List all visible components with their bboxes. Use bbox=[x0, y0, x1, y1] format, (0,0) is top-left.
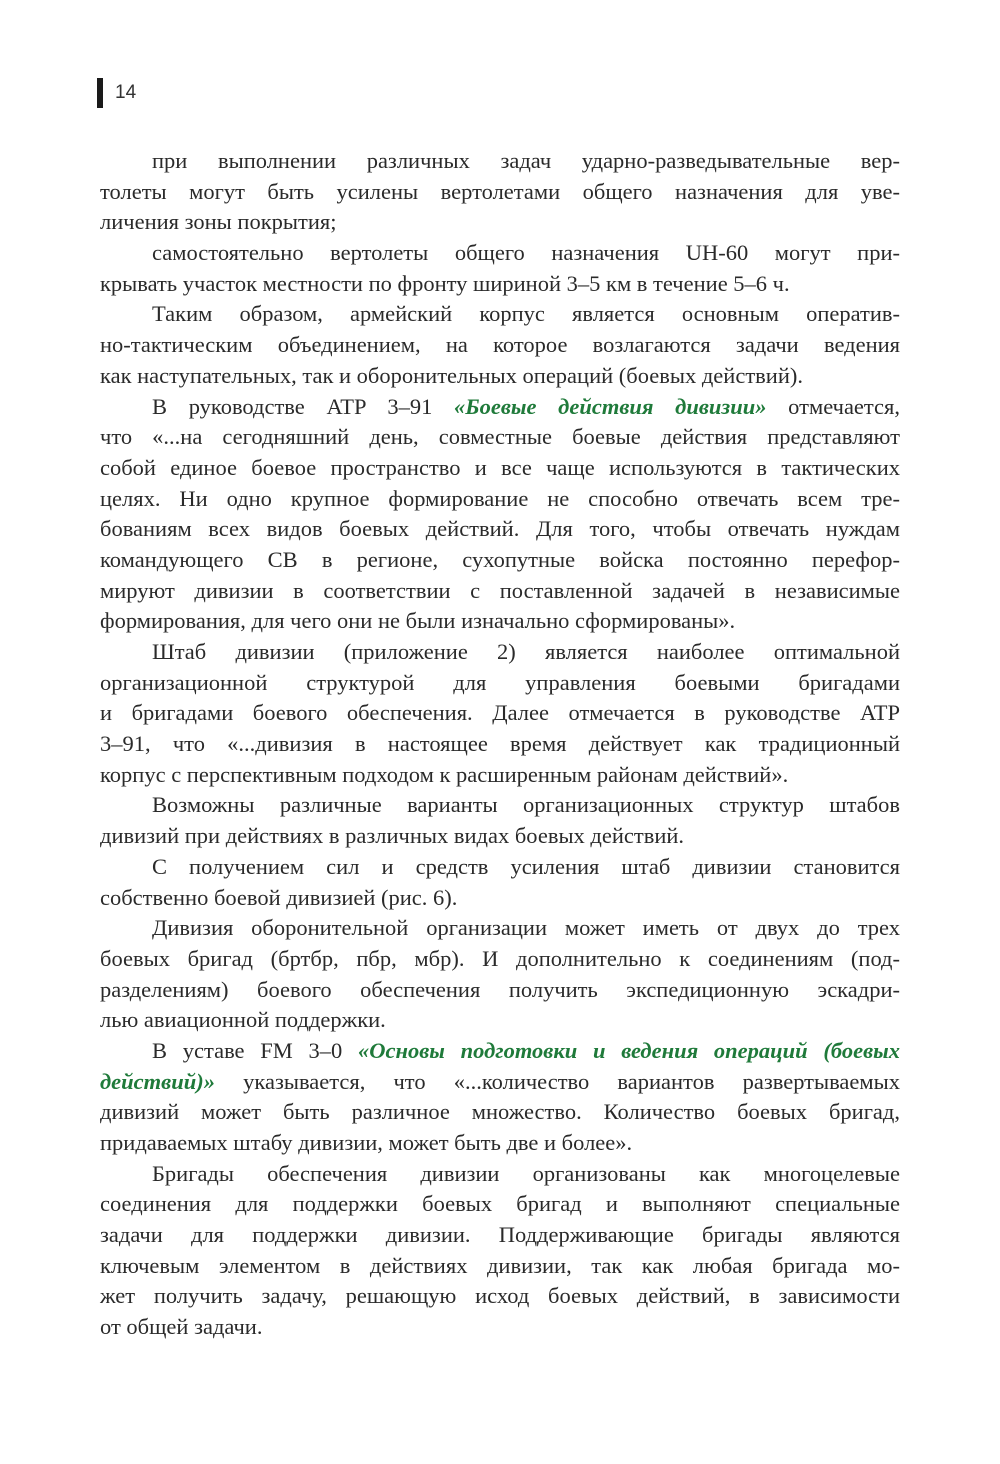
text-segment: дивизий может быть различное множество. Количество боевых бригад, bbox=[100, 1099, 900, 1125]
text-segment: С получением сил и средств усиления штаб дивизии становится bbox=[152, 853, 900, 879]
text-line bbox=[100, 698, 900, 729]
text-line-content bbox=[100, 1067, 900, 1098]
text-line-content bbox=[100, 760, 900, 791]
text-segment: бованиям всех видов боевых действий. Для того, чтобы отвечать нуждам bbox=[100, 516, 900, 542]
text-line-content bbox=[100, 821, 900, 852]
text-line bbox=[100, 484, 900, 515]
text-segment: лью авиационной поддержки. bbox=[100, 1007, 386, 1033]
text-line-content bbox=[100, 514, 900, 545]
text-line bbox=[100, 760, 900, 791]
text-line-content bbox=[100, 238, 900, 269]
text-line bbox=[100, 146, 900, 177]
text-line-content bbox=[100, 269, 900, 300]
text-line-content bbox=[100, 790, 900, 821]
page-header bbox=[97, 78, 136, 108]
text-segment: мируют дивизии в соответствии с поставленной задачей в независимые bbox=[100, 577, 900, 603]
text-line-content bbox=[100, 729, 900, 760]
text-line bbox=[100, 821, 900, 852]
text-line-content bbox=[100, 1251, 900, 1282]
text-line bbox=[100, 238, 900, 269]
header-bar bbox=[97, 78, 103, 108]
text-segment: Таким образом, армейский корпус является основным оператив- bbox=[152, 301, 900, 327]
text-line-content bbox=[100, 330, 900, 361]
text-line bbox=[100, 1251, 900, 1282]
text-line-content bbox=[100, 975, 900, 1006]
text-line bbox=[100, 1220, 900, 1251]
text-line-content bbox=[100, 1036, 900, 1067]
text-line-content bbox=[100, 883, 900, 914]
text-line-content bbox=[100, 1220, 900, 1251]
text-line bbox=[100, 975, 900, 1006]
text-line bbox=[100, 944, 900, 975]
text-line-content bbox=[100, 361, 900, 392]
text-line bbox=[100, 668, 900, 699]
text-segment: Дивизия оборонительной организации может иметь от двух до трех bbox=[152, 915, 900, 941]
text-line-content bbox=[100, 1312, 900, 1343]
text-segment: В уставе FM 3–0 bbox=[152, 1037, 359, 1063]
text-line-content bbox=[100, 422, 900, 453]
text-segment: 3–91, что «...дивизия в настоящее время действует как традиционный bbox=[100, 731, 900, 757]
text-line bbox=[100, 299, 900, 330]
text-line-content bbox=[100, 484, 900, 515]
text-segment: организационной структурой для управления боевыми бригадами bbox=[100, 669, 900, 695]
text-line-content bbox=[100, 637, 900, 668]
text-line bbox=[100, 1189, 900, 1220]
text-segment: собственно боевой дивизией (рис. 6). bbox=[100, 884, 458, 910]
text-line-content bbox=[100, 913, 900, 944]
text-segment: задачи для поддержки дивизии. Поддерживающие бригады являются bbox=[100, 1222, 900, 1248]
text-line-content bbox=[100, 207, 900, 238]
text-segment: и бригадами боевого обеспечения. Далее отмечается в руководстве ATP bbox=[100, 700, 900, 726]
text-line bbox=[100, 1036, 900, 1067]
text-line-content bbox=[100, 576, 900, 607]
text-line-content bbox=[100, 1128, 900, 1159]
text-segment: командующего СВ в регионе, сухопутные войска постоянно перефор- bbox=[100, 546, 900, 572]
text-line bbox=[100, 913, 900, 944]
body-text bbox=[100, 146, 900, 1343]
text-segment: отмечается, bbox=[766, 393, 900, 419]
text-segment: соединения для поддержки боевых бригад и выполняют специальные bbox=[100, 1191, 900, 1217]
text-line-content bbox=[100, 545, 900, 576]
text-line bbox=[100, 1005, 900, 1036]
page-number: 14 bbox=[115, 82, 137, 103]
text-line-content bbox=[100, 1159, 900, 1190]
text-segment: жет получить задачу, решающую исход боевых действий, в зависимости bbox=[100, 1283, 900, 1309]
text-line bbox=[100, 207, 900, 238]
text-segment: Штаб дивизии (приложение 2) является наиболее оптимальной bbox=[152, 639, 900, 664]
text-line-content bbox=[100, 1281, 900, 1312]
text-line-content bbox=[100, 299, 900, 330]
document-title-reference: «Боевые действия дивизии» bbox=[454, 393, 767, 419]
text-line bbox=[100, 330, 900, 361]
text-line bbox=[100, 1067, 900, 1098]
text-segment: В руководстве ATP 3–91 bbox=[152, 393, 455, 419]
text-segment: при выполнении различных задач ударно-разведывательные вер- bbox=[152, 148, 900, 173]
text-segment: дивизий при действиях в различных видах боевых действий. bbox=[100, 823, 685, 849]
text-segment: толеты могут быть усилены вертолетами общего назначения для уве- bbox=[100, 178, 900, 204]
text-segment: указывается, что «...количество вариантов развертываемых bbox=[214, 1068, 900, 1094]
text-segment: ключевым элементом в действиях дивизии, так как любая бригада мо- bbox=[100, 1252, 900, 1278]
text-line-content bbox=[100, 944, 900, 975]
text-segment: Бригады обеспечения дивизии организованы как многоцелевые bbox=[152, 1160, 900, 1186]
text-line-content bbox=[100, 146, 900, 177]
text-line bbox=[100, 422, 900, 453]
text-segment: боевых бригад (бртбр, пбр, мбр). И дополнительно к соединениям (под- bbox=[100, 945, 900, 971]
text-line bbox=[100, 1281, 900, 1312]
text-segment: но-тактическим объединением, на которое возлагаются задачи ведения bbox=[100, 332, 900, 358]
text-line bbox=[100, 514, 900, 545]
text-line bbox=[100, 269, 900, 300]
text-line bbox=[100, 177, 900, 208]
text-segment: Возможны различные варианты организационных структур штабов bbox=[152, 792, 900, 818]
text-segment: самостоятельно вертолеты общего назначения UH-60 могут при- bbox=[152, 240, 900, 266]
text-line-content bbox=[100, 852, 900, 883]
text-line bbox=[100, 729, 900, 760]
text-segment: целях. Ни одно крупное формирование не способно отвечать всем тре- bbox=[100, 485, 900, 511]
text-line bbox=[100, 361, 900, 392]
text-line bbox=[100, 392, 900, 423]
document-title-reference: «Основы подготовки и ведения операций (боевых bbox=[358, 1037, 900, 1063]
text-line-content bbox=[100, 453, 900, 484]
text-line bbox=[100, 1159, 900, 1190]
text-segment: собой единое боевое пространство и все чаще используются в тактических bbox=[100, 454, 900, 480]
text-line bbox=[100, 606, 900, 637]
text-line-content bbox=[100, 698, 900, 729]
text-line bbox=[100, 1312, 900, 1343]
text-segment: как наступательных, так и оборонительных операций (боевых действий). bbox=[100, 362, 803, 388]
text-segment: разделениям) боевого обеспечения получить экспедиционную эскадри- bbox=[100, 976, 900, 1002]
text-line-content bbox=[100, 1005, 900, 1036]
text-line bbox=[100, 883, 900, 914]
text-segment: формирования, для чего они не были изначально сформированы». bbox=[100, 608, 736, 634]
text-line bbox=[100, 1097, 900, 1128]
text-segment: от общей задачи. bbox=[100, 1314, 263, 1340]
text-line bbox=[100, 545, 900, 576]
text-segment: крывать участок местности по фронту шириной 3–5 км в течение 5–6 ч. bbox=[100, 270, 790, 296]
text-line bbox=[100, 790, 900, 821]
text-line bbox=[100, 852, 900, 883]
text-line bbox=[100, 637, 900, 668]
text-segment: корпус с перспективным подходом к расширенным районам действий». bbox=[100, 761, 789, 787]
document-title-reference: действий)» bbox=[100, 1068, 215, 1094]
text-line-content bbox=[100, 177, 900, 208]
text-line-content bbox=[100, 606, 900, 637]
text-line-content bbox=[100, 392, 900, 423]
text-segment: личения зоны покрытия; bbox=[100, 209, 337, 235]
text-segment: придаваемых штабу дивизии, может быть две и более». bbox=[100, 1130, 633, 1155]
text-line-content bbox=[100, 1189, 900, 1220]
text-line-content bbox=[100, 1097, 900, 1128]
text-line bbox=[100, 576, 900, 607]
text-segment: что «...на сегодняшний день, совместные боевые действия представляют bbox=[100, 424, 900, 450]
text-line bbox=[100, 453, 900, 484]
text-line bbox=[100, 1128, 900, 1159]
text-line-content bbox=[100, 668, 900, 699]
